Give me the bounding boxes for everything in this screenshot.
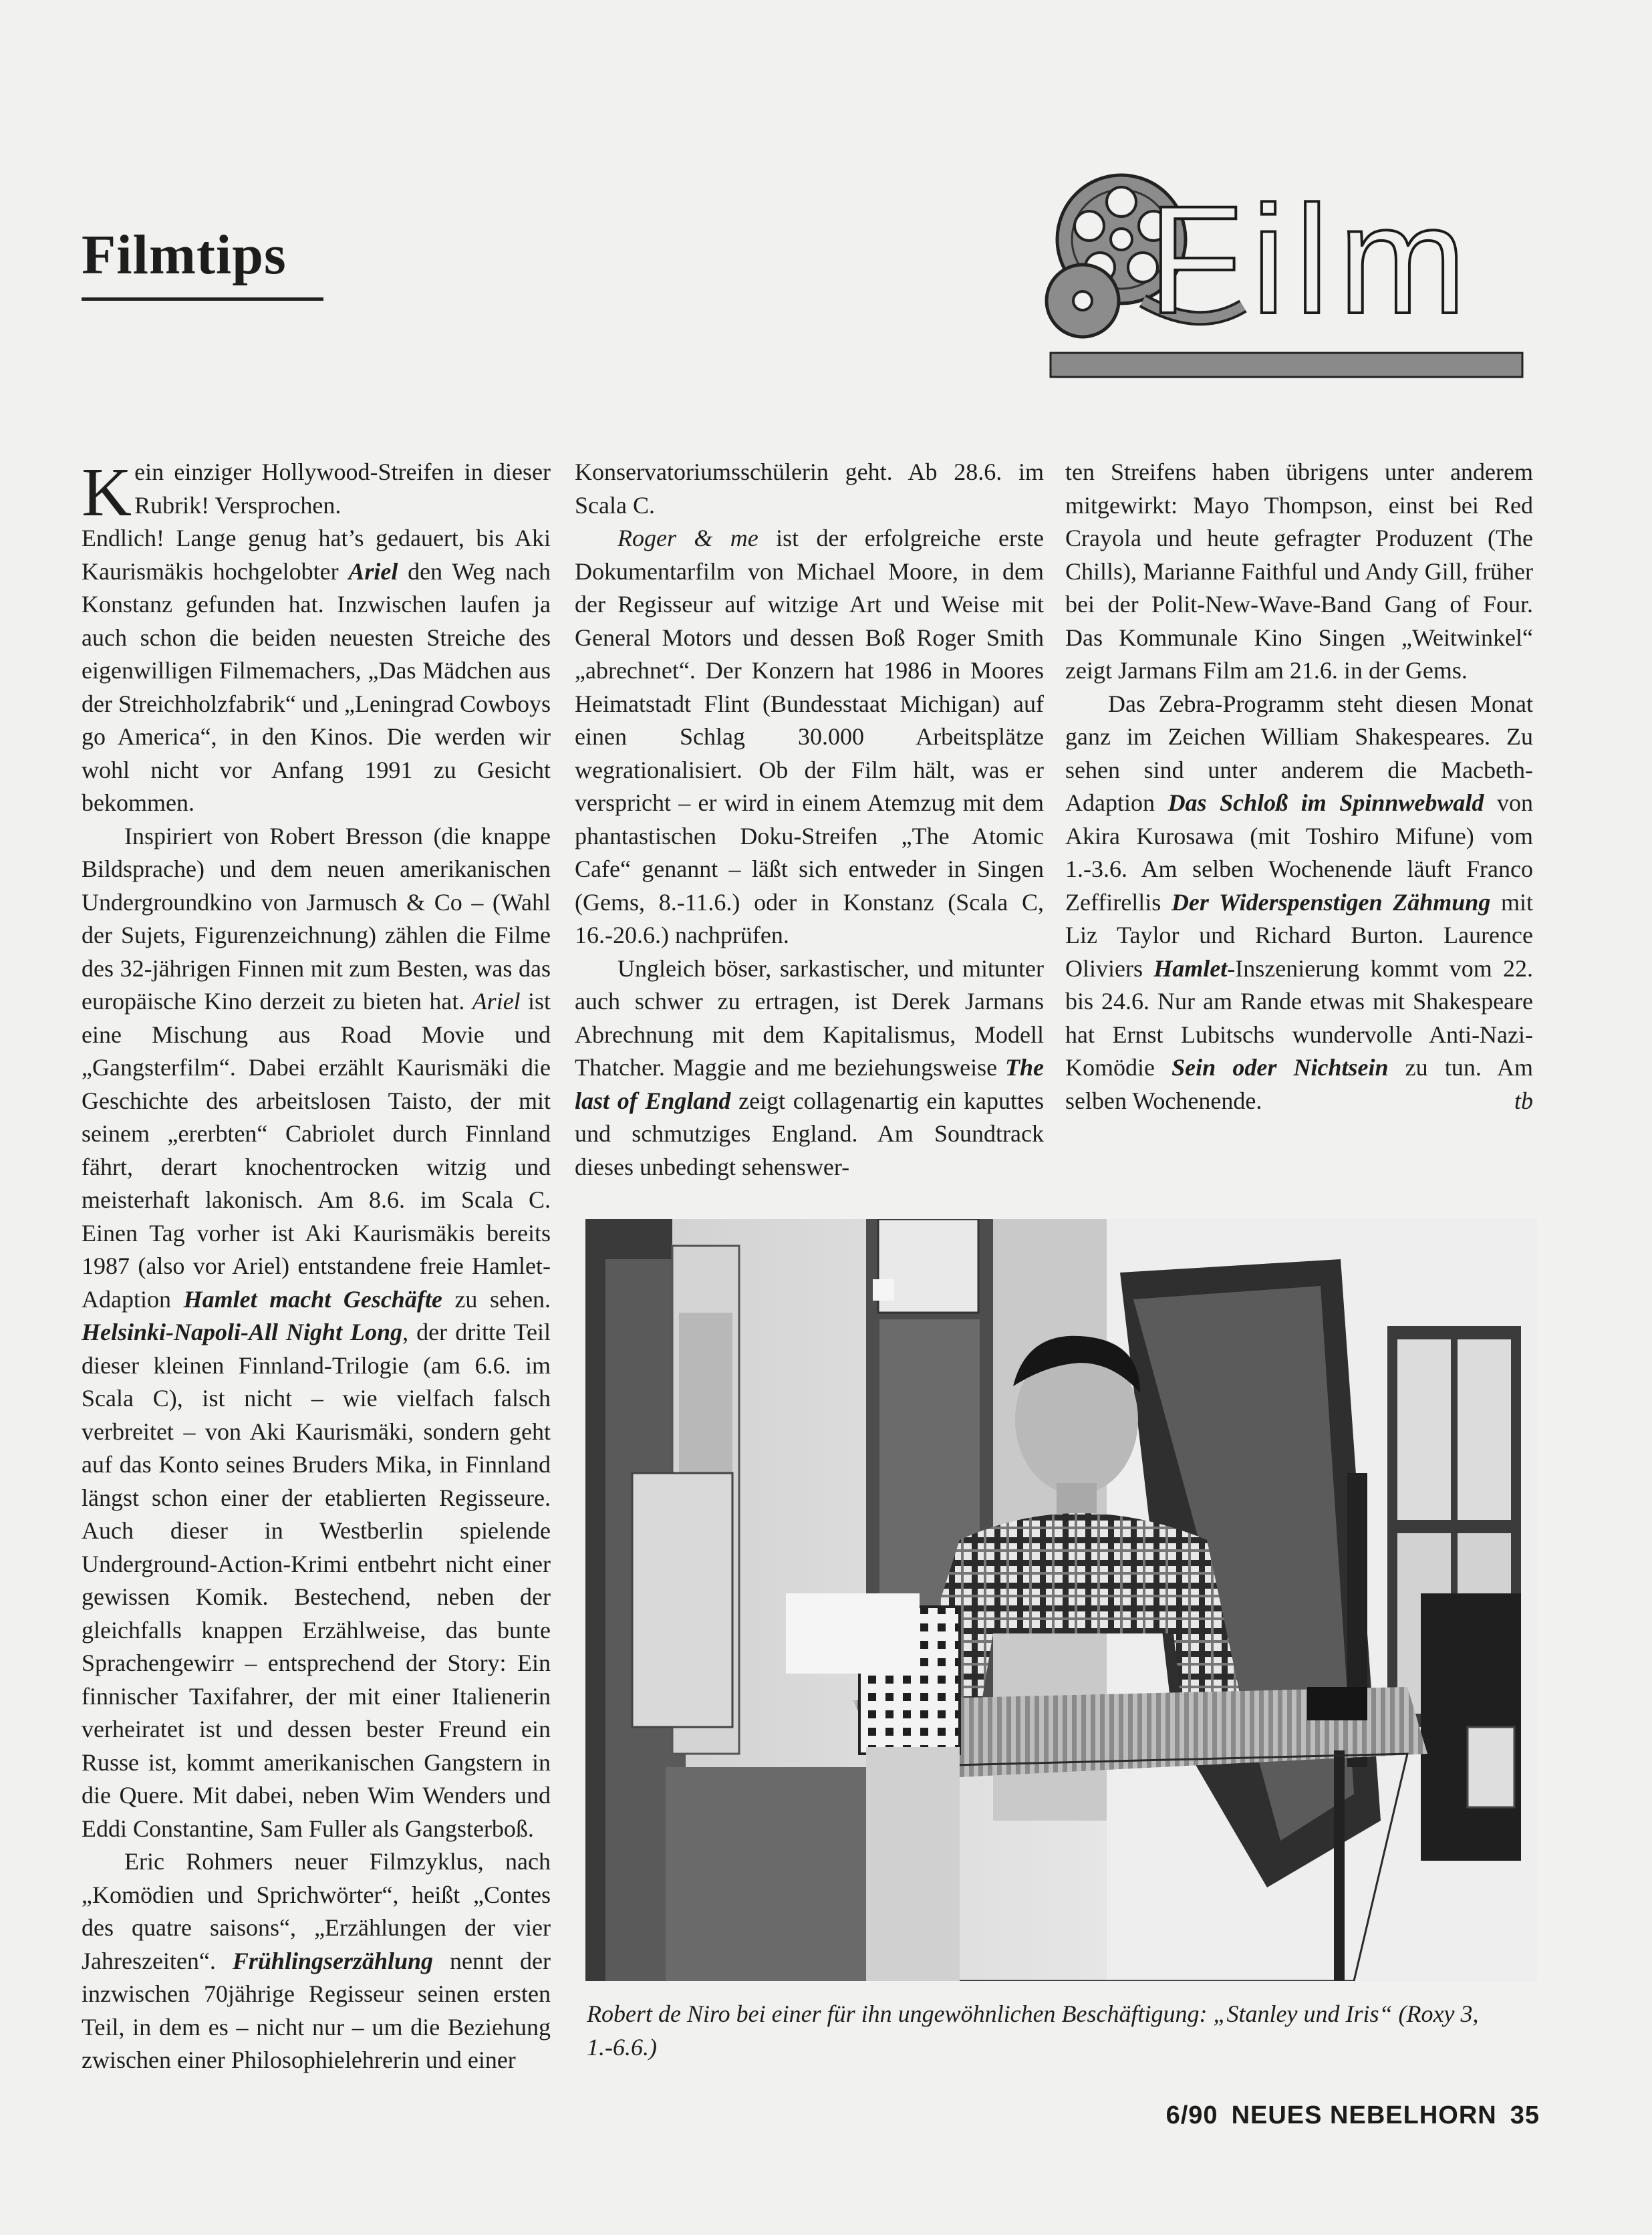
section-label: Film (1148, 174, 1476, 346)
paragraph: Ungleich böser, sarkastischer, und mitunter auch schwer zu ertragen, ist Derek Jarmans Abrechnung mit dem Kapitalismus, Modell Thatcher. Maggie and me beziehungsweise The last of England zeigt collagenartig ein kaputtes und schmutziges England. Am Soundtrack dieses unbedingt sehenswer- (575, 954, 1044, 1180)
drop-cap: K (82, 454, 132, 531)
paragraph: Kein einziger Hollywood-Streifen in dieser Rubrik! Versprochen. (82, 454, 551, 531)
paragraph: Endlich! Lange genug hat’s gedauert, bis Aki Kaurismäkis hochgelobter Ariel den Weg nach Konstanz gefunden hat. Inzwischen laufen ja auch schon die beiden neuesten Streiche des eigenwilligen Filmemachers, „Das Mädchen aus der Streichholzfabrik“ und „Leningrad Cowboys go America“, in den Kinos. Die werden wir wohl nicht vor Anfang 1991 zu Gesicht bekommen. (82, 525, 551, 816)
paragraph: Das Zebra-Programm steht diesen Monat ganz im Zeichen William Shakespeares. Zu sehen sind unter anderem die Macbeth-Adaption Das Schloß im Spinnwebwald von Akira Kurosawa (mit Toshiro Mifune) vom 1.-3.6. Am selben Wochenende läuft Franco Zeffirellis Der Widerspenstigen Zähmung mit Liz Taylor und Richard Burton. Laurence Oliviers Hamlet-Inszenierung kommt vom 22. bis 24.6. Nur am Rande etwas mit Shakespeare hat Ernst Lubitschs wundervolle Anti-Nazi-Komödie Sein oder Nichtsein zu tun. Am selben Wochenende. tb (1065, 688, 1533, 1118)
photo-caption: Robert de Niro bei einer für ihn ungewöhnlichen Beschäftigung: „Stanley und Iris“ (Roxy 3, 1.-6.6.) (587, 2000, 1479, 2061)
film-title: Ariel (348, 557, 398, 585)
paragraph: Inspiriert von Robert Bresson (die knappe Bildsprache) und dem neuen amerikanischen Undergroundkino von Jarmusch & Co – (Wahl der Sujets, Figurenzeichnung) zählen die Filme des 32-jährigen Finnen mit zum Besten, was das europäische Kino derzeit zu bieten hat. Ariel ist eine Mischung aus Road Movie und „Gangsterfilm“. Dabei erzählt Kaurismäki die Geschichte des arbeitslosen Taisto, der mit seinem „ererbten“ Cabriolet durch Finnland fährt, derart knochentrocken witzig und meisterhaft lakonisch. Am 8.6. im Scala C. Einen Tag vorher ist Aki Kaurismäkis bereits 1987 (also vor Ariel) entstandene freie Hamlet-Adaption Hamlet macht Geschäfte zu sehen. Helsinki-Napoli-All Night Long, der dritte Teil dieser kleinen Finnland-Trilogie (am 6.6. im Scala C), ist nicht – wie vielfach falsch verbreitet – von Aki Kaurismäki, sondern geht auf das Konto seines Bruders Mika, in Finnland längst schon einer der etablierten Regisseure. Auch dieser in Westberlin spielende Underground-Action-Krimi entbehrt nicht einer gewissen Komik. Bestechend, neben der gleichfalls knappen Erzählweise, das bunte Sprachengewirr – entsprechend der Story: Ein finnischer Taxifahrer, der mit einer Italienerin verheiratet ist und dessen bester Freund ein Russe ist, kommt amerikanischen Gangstern in die Quere. Mit dabei, neben Wim Wenders und Eddi Constantine, Sam Fuller als Gangsterboß. (82, 822, 551, 1842)
film-title: Das Schloß im Spinnwebwald (1167, 789, 1484, 816)
article-column-2 (575, 456, 1044, 1184)
page-footer (1166, 2101, 1540, 2130)
paragraph: Eric Rohmers neuer Filmzyklus, nach „Komödien und Sprichwörter“, heißt „Contes des quatre saisons“, „Erzählungen der vier Jahreszeiten“. Frühlingserzählung nennt der inzwischen 70jährige Regisseur seinen ersten Teil, in dem es – nicht nur – um die Beziehung zwischen einer Philosophielehrerin und einer (82, 1848, 551, 2073)
paragraph: ten Streifens haben übrigens unter anderem mitgewirkt: Mayo Thompson, einst bei Red Crayola und heute gefragter Produzent (The Chills), Marianne Faithful und Andy Gill, früher bei der Polit-New-Wave-Band Gang of Four. Das Kommunale Kino Singen „Weitwinkel“ zeigt Jarmans Film am 21.6. in der Gems. (1065, 458, 1533, 684)
page-number: 35 (1510, 2101, 1540, 2129)
film-title: Helsinki-Napoli-All Night Long (82, 1319, 403, 1345)
title-underline (82, 297, 323, 301)
film-reel-logo (1043, 159, 1524, 386)
paragraph: Roger & me ist der erfolgreiche erste Dokumentarfilm von Michael Moore, in dem der Regisseur auf witzige Art und Weise mit General Motors und dessen Boß Roger Smith „abrechnet“. Der Konzern hat 1986 in Moores Heimatstadt Flint (Bundesstaat Michigan) auf einen Schlag 30.000 Arbeitsplätze wegrationalisiert. Ob der Film hält, was er verspricht – er wird in einem Atemzug mit dem phantastischen Doku-Streifen „The Atomic Cafe“ genannt – läßt sich entweder in Singen (Gems, 8.-11.6.) oder in Konstanz (Scala C, 16.-20.6.) nachprüfen. (575, 525, 1044, 948)
section-bar (1051, 353, 1522, 377)
author-signature: tb (1514, 1087, 1533, 1114)
paragraph: Konservatoriumsschülerin geht. Ab 28.6. im Scala C. (575, 458, 1044, 519)
article-column-3 (1065, 456, 1533, 1118)
page-title: Filmtips (82, 224, 287, 286)
film-title: Frühlingserzählung (232, 1947, 434, 1974)
issue-number: 6/90 (1165, 2101, 1218, 2129)
film-still-photo (585, 1219, 1537, 1981)
film-title: Sein oder Nichtsein (1172, 1054, 1389, 1081)
film-title: Der Widerspenstigen Zähmung (1171, 888, 1491, 916)
film-title: Ariel (472, 988, 521, 1015)
film-title: Hamlet (1153, 954, 1228, 982)
film-title: The last of England (575, 1054, 1044, 1114)
magazine-name: NEUES NEBELHORN (1231, 2101, 1497, 2129)
article-column-1 (82, 456, 551, 2077)
film-title: Roger & me (617, 525, 759, 551)
film-title: Hamlet macht Geschäfte (183, 1285, 442, 1313)
